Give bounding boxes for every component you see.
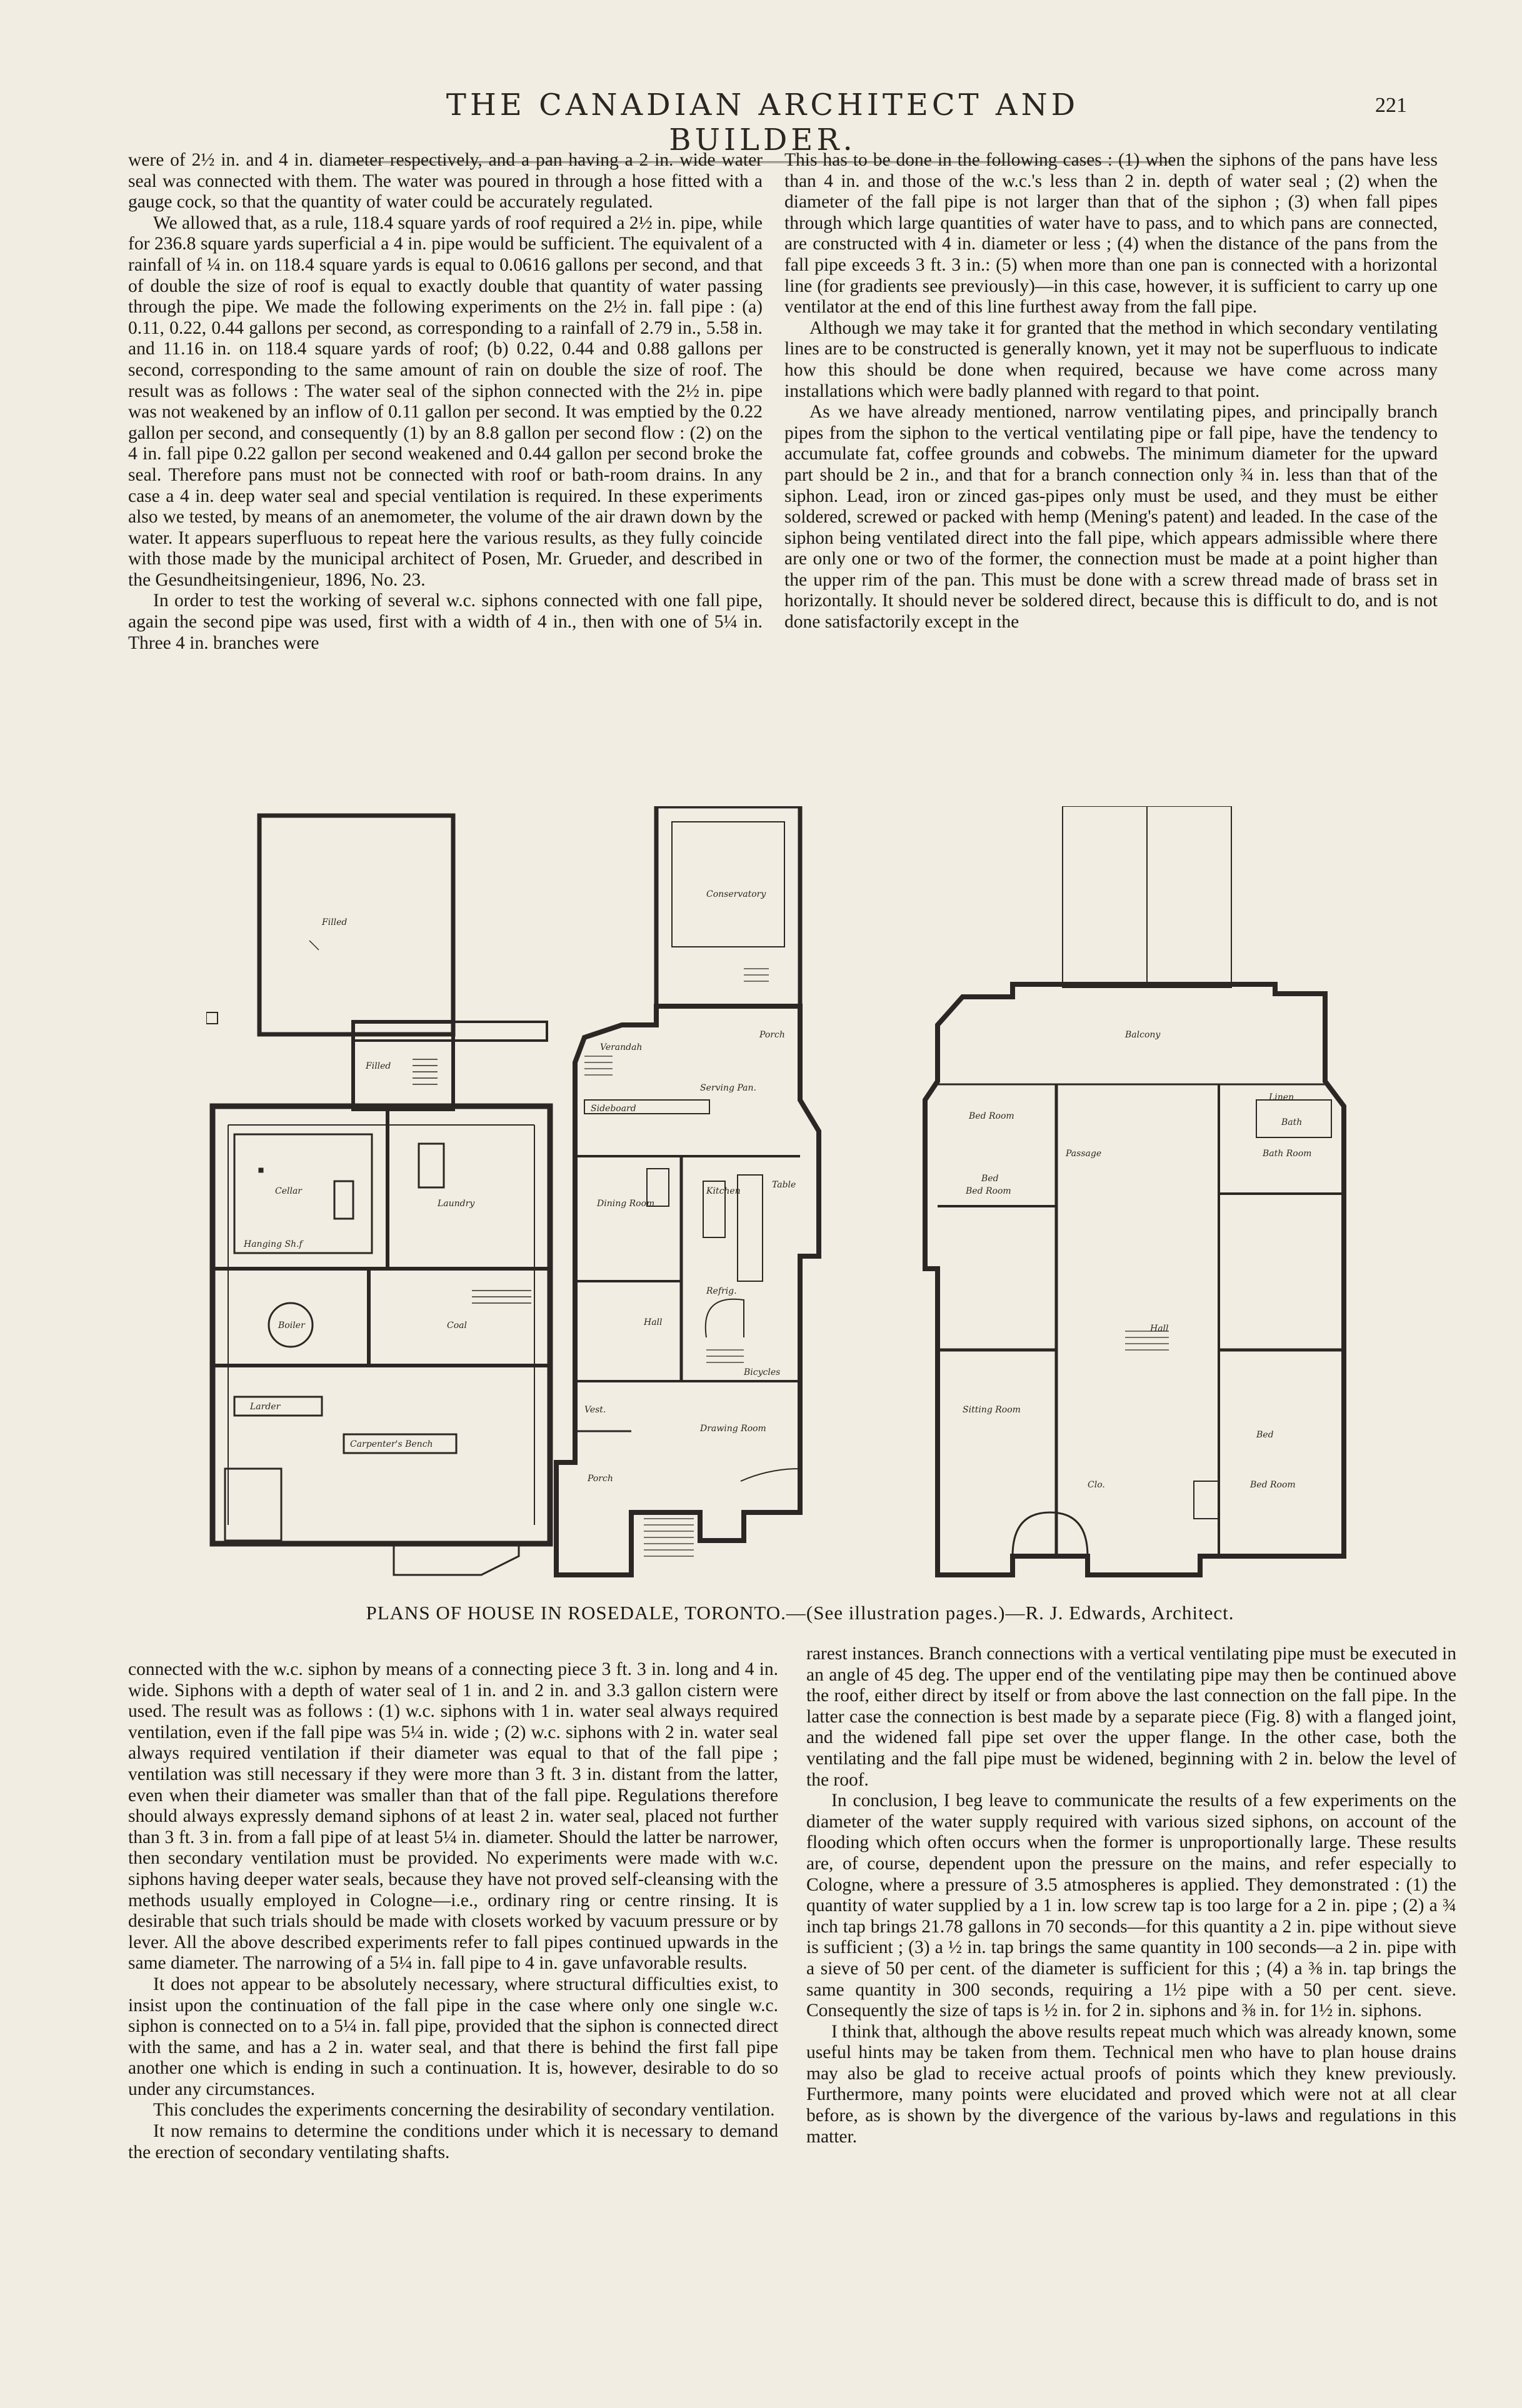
figure-caption: PLANS OF HOUSE IN ROSEDALE, TORONTO.—(See illustration pages.)—R. J. Edwards, Architect. — [366, 1602, 1234, 1624]
column-top-right — [784, 150, 1438, 633]
basement-label: Carpenter's Bench — [350, 1439, 433, 1449]
basement-label: Cellar — [275, 1186, 302, 1196]
paragraph: were of 2½ in. and 4 in. diameter respectively, and a pan having a 2 in. wide water seal was connected with them. The water was poured in through a hose fitted with a gauge cock, so that the quantity of water could be accurately regulated. — [128, 150, 763, 212]
ground-label: Porch — [588, 1474, 613, 1484]
basement-label: Filled — [366, 1061, 391, 1071]
upper-label: Bed — [981, 1174, 999, 1184]
basement-label: Laundry — [438, 1199, 475, 1209]
ground-label: Bicycles — [744, 1367, 781, 1377]
paragraph: In conclusion, I beg leave to communicate the results of a few experiments on the diameter of the water supply required with various sized siphons, on account of the flooding which often occurs when the former is unproportionally large. These results are, of course, dependent upon the pressure on the mains, and refer especially to Cologne, where a pressure of 3.5 atmospheres is applied. They demonstrated : (1) the quantity of water supplied by a 1 in. low screw tap is too large for a 2 in. pipe ; (2) a ¾ inch tap brings 21.78 gallons in 70 seconds—for this quantity a 2 in. pipe without sieve is sufficient ; (3) a ½ in. tap brings the same quantity in 100 seconds—a 2 in. pipe with a sieve of 50 per cent. of the diameter is sufficient for this ; (4) a ⅜ in. tap brings the same quantity in 300 seconds, requiring a 1½ pipe with a 50 per cent. sieve. Consequently the size of taps is ½ in. for 2 in. siphons and ⅜ in. for 1½ in. siphons. — [806, 1791, 1456, 2021]
ground-label: Refrig. — [706, 1286, 737, 1296]
upper-label: Clo. — [1088, 1480, 1105, 1490]
ground-label: Kitchen — [706, 1186, 741, 1196]
page-number: 221 — [1375, 94, 1407, 117]
upper-label: Sitting Room — [963, 1405, 1021, 1415]
basement-label: Filled — [322, 917, 348, 927]
basement-label: Hanging Sh.f — [244, 1239, 303, 1249]
upper-label: Bath — [1281, 1117, 1303, 1127]
paragraph: rarest instances. Branch connections with a vertical ventilating pipe must be executed in an angle of 45 deg. The upper end of the ventilating pipe may then be continued above the roof, either direct by itself or from above the last connection on the fall pipe. In the latter case the connection is best made by a separate piece (Fig. 8) with a flanged joint, and the widened fall pipe set over the upper flange. In the other case, both the ventilating and the fall pipe must be widened, beginning with 2 in. below the level of the roof. — [806, 1644, 1456, 1790]
paragraph: connected with the w.c. siphon by means of a connecting piece 3 ft. 3 in. long and 4 in. wide. Siphons with a depth of water seal of 1 in. and 2 in. and 3.3 gallon cistern were used. The result was as follows : (1) w.c. siphons with 1 in. water seal always required ventilation, even if the fall pipe was 5¼ in. wide ; (2) w.c. siphons with 2 in. water seal always required ventilation if their diameter was equal to that of the fall pipe ; ventilation was still necessary if they were more than 3 ft. 3 in. distant from the latter, even when their diameter was smaller than that of the fall pipe. Regulations therefore should always expressly demand siphons of at least 2 in. water seal, placed not further than 3 ft. 3 in. from a fall pipe of at least 5¼ in. diameter. Should the latter be narrower, then secondary ventilation must be provided. No experiments were made with w.c. siphons having deeper water seals, because they have not proved self-cleansing with the methods usually employed in Cologne—i.e., ordinary ring or centre rinsing. It is desirable that such trials should be made with closets worked by vacuum pressure or by lever. All the above described experiments refer to fall pipes continued upwards in the same diameter. The narrowing of a 5¼ in. fall pipe to 4 in. gave unfavorable results. — [128, 1659, 778, 1974]
paragraph: I think that, although the above results repeat much which was already known, some useful hints may be taken from them. Technical men who have to plan house drains may also be glad to receive actual proofs of points which they knew previously. Furthermore, many points were elucidated and proved which were not at all clear before, as is shown by the divergence of the various by-laws and regulations in this matter. — [806, 2021, 1456, 2147]
ground-label: Sideboard — [591, 1104, 636, 1114]
upper-label: Bed — [1256, 1430, 1274, 1440]
upper-label: Balcony — [1125, 1030, 1161, 1040]
ground-label: Conservatory — [706, 889, 766, 899]
ground-label: Drawing Room — [700, 1424, 766, 1434]
plan-room-labels — [243, 889, 1311, 1490]
basement-plan — [206, 816, 550, 1575]
ground-label: Serving Pan. — [700, 1083, 756, 1093]
paragraph: Although we may take it for granted that the method in which secondary ventilating lines are to be constructed is generally known, yet it may not be superfluous to indicate how this should be done when required, because we have come across many installations which were badly planned with regard to that point. — [784, 317, 1438, 401]
upper-label: Bed Room — [969, 1111, 1014, 1121]
paragraph: We allowed that, as a rule, 118.4 square yards of roof required a 2½ in. pipe, while for 236.8 square yards superficial a 4 in. pipe would be sufficient. The equivalent of a rainfall of ¼ in. on 118.4 square yards is equal to 0.0616 gallons per second, and that of double the size of roof is equal to exactly double that quantity of water passing through the pipe. We made the following experiments on the 2½ in. fall pipe : (a) 0.11, 0.22, 0.44 gallons per second, as corresponding to a rainfall of 2.79 in., 5.58 in. and 11.16 in. on 118.4 square yards of roof; (b) 0.22, 0.44 and 0.88 gallons per second, corresponding to the same amount of rain on double the size of roof. The result was as follows : The water seal of the siphon connected with the 2½ in. pipe was not weakened by an inflow of 0.11 gallon per second. It was emptied by the 0.22 gallon per second, and consequently (1) by an 8.8 gallon per second flow : (2) on the 4 in. fall pipe 0.22 gallon per second weakened and 0.44 gallon per second broke the seal. Therefore pans must not be connected with roof or bath-room drains. In any case a 4 in. deep water seal and special ventilation is required. In these experiments also we tested, by means of an anemometer, the volume of the air drawn down by the water. It appears superfluous to repeat here the various results, as they fully coincide with those made by the municipal architect of Posen, Mr. Grueder, and described in the Gesundheitsingenieur, 1896, No. 23. — [128, 212, 763, 590]
ground-label: Verandah — [600, 1042, 643, 1052]
floor-plans-drawing — [206, 806, 1369, 1600]
ground-label: Porch — [759, 1030, 785, 1040]
upper-label: Bath Room — [1263, 1149, 1312, 1159]
upper-label: Passage — [1066, 1149, 1102, 1159]
upper-label: Hall — [1150, 1324, 1169, 1334]
upper-label: Bed Room — [966, 1186, 1011, 1196]
column-bottom-left — [128, 1659, 778, 2163]
house-floor-plans — [206, 806, 1369, 1600]
paragraph: It now remains to determine the conditions under which it is necessary to demand the erection of secondary ventilating shafts. — [128, 2121, 778, 2162]
ground-floor-plan — [556, 806, 819, 1575]
paragraph: It does not appear to be absolutely necessary, where structural difficulties exist, to insist upon the continuation of the fall pipe in the case where only one single w.c. siphon is connected on to a 5¼ in. fall pipe, provided that the siphon is connected direct with the same, and has a 2 in. water seal, and that there is behind the first fall pipe another one which is ending in such a continuation. It is, however, desirable to do so under any circumstances. — [128, 1974, 778, 2099]
ground-label: Table — [772, 1180, 796, 1190]
ground-label: Dining Room — [597, 1199, 655, 1209]
ground-label: Hall — [644, 1317, 663, 1327]
journal-masthead: THE CANADIAN ARCHITECT AND BUILDER. — [350, 87, 1175, 163]
paragraph: This has to be done in the following cases : (1) when the siphons of the pans have less than 4 in. and those of the w.c.'s less than 2 in. depth of water seal ; (2) when the diameter of the fall pipe is not larger than that of the siphon ; (3) when fall pipes through which large quantities of water have to pass, and to which pans are connected, are constructed with 4 in. diameter or less ; (4) when the distance of the pans from the fall pipe exceeds 3 ft. 3 in.: (5) when more than one pan is connected with a horizontal line (for gradients see previously)—in this case, however, it is sufficient to carry up one ventilator at the end of this line furthest away from the fall pipe. — [784, 150, 1438, 317]
ground-label: Vest. — [584, 1405, 606, 1415]
basement-label: Boiler — [278, 1321, 305, 1331]
paragraph: This concludes the experiments concerning the desirability of secondary ventilation. — [153, 2100, 775, 2121]
paragraph: As we have already mentioned, narrow ventilating pipes, and principally branch pipes from the siphon to the vertical ventilating pipe or fall pipe, have the tendency to accumulate fat, coffee grounds and cobwebs. The minimum diameter for the upward part should be 2 in., and that for a branch connection only ¾ in. less than that of the siphon. Lead, iron or zinced gas-pipes only must be used, and they must be either soldered, screwed or packed with hemp (Mening's patent) and leaded. In the case of the siphon being ventilated direct into the fall pipe, which appears admissible where there are only one or two of the former, the connection must be made at a point higher than the upper rim of the pan. This must be done with a screw thread made of brass set in horizontally. It should never be soldered direct, because this is difficult to do, and is not done satisfactorily except in the — [784, 402, 1438, 632]
column-top-left — [128, 150, 763, 654]
paragraph: In order to test the working of several w.c. siphons connected with one fall pipe, again the second pipe was used, first with a width of 4 in., then with one of 5¼ in. Three 4 in. branches were — [128, 591, 763, 653]
upper-label: Bed Room — [1250, 1480, 1296, 1490]
column-bottom-right — [806, 1644, 1456, 2147]
basement-label: Coal — [447, 1321, 467, 1331]
upper-label: Linen — [1269, 1092, 1294, 1102]
basement-label: Larder — [250, 1402, 281, 1412]
